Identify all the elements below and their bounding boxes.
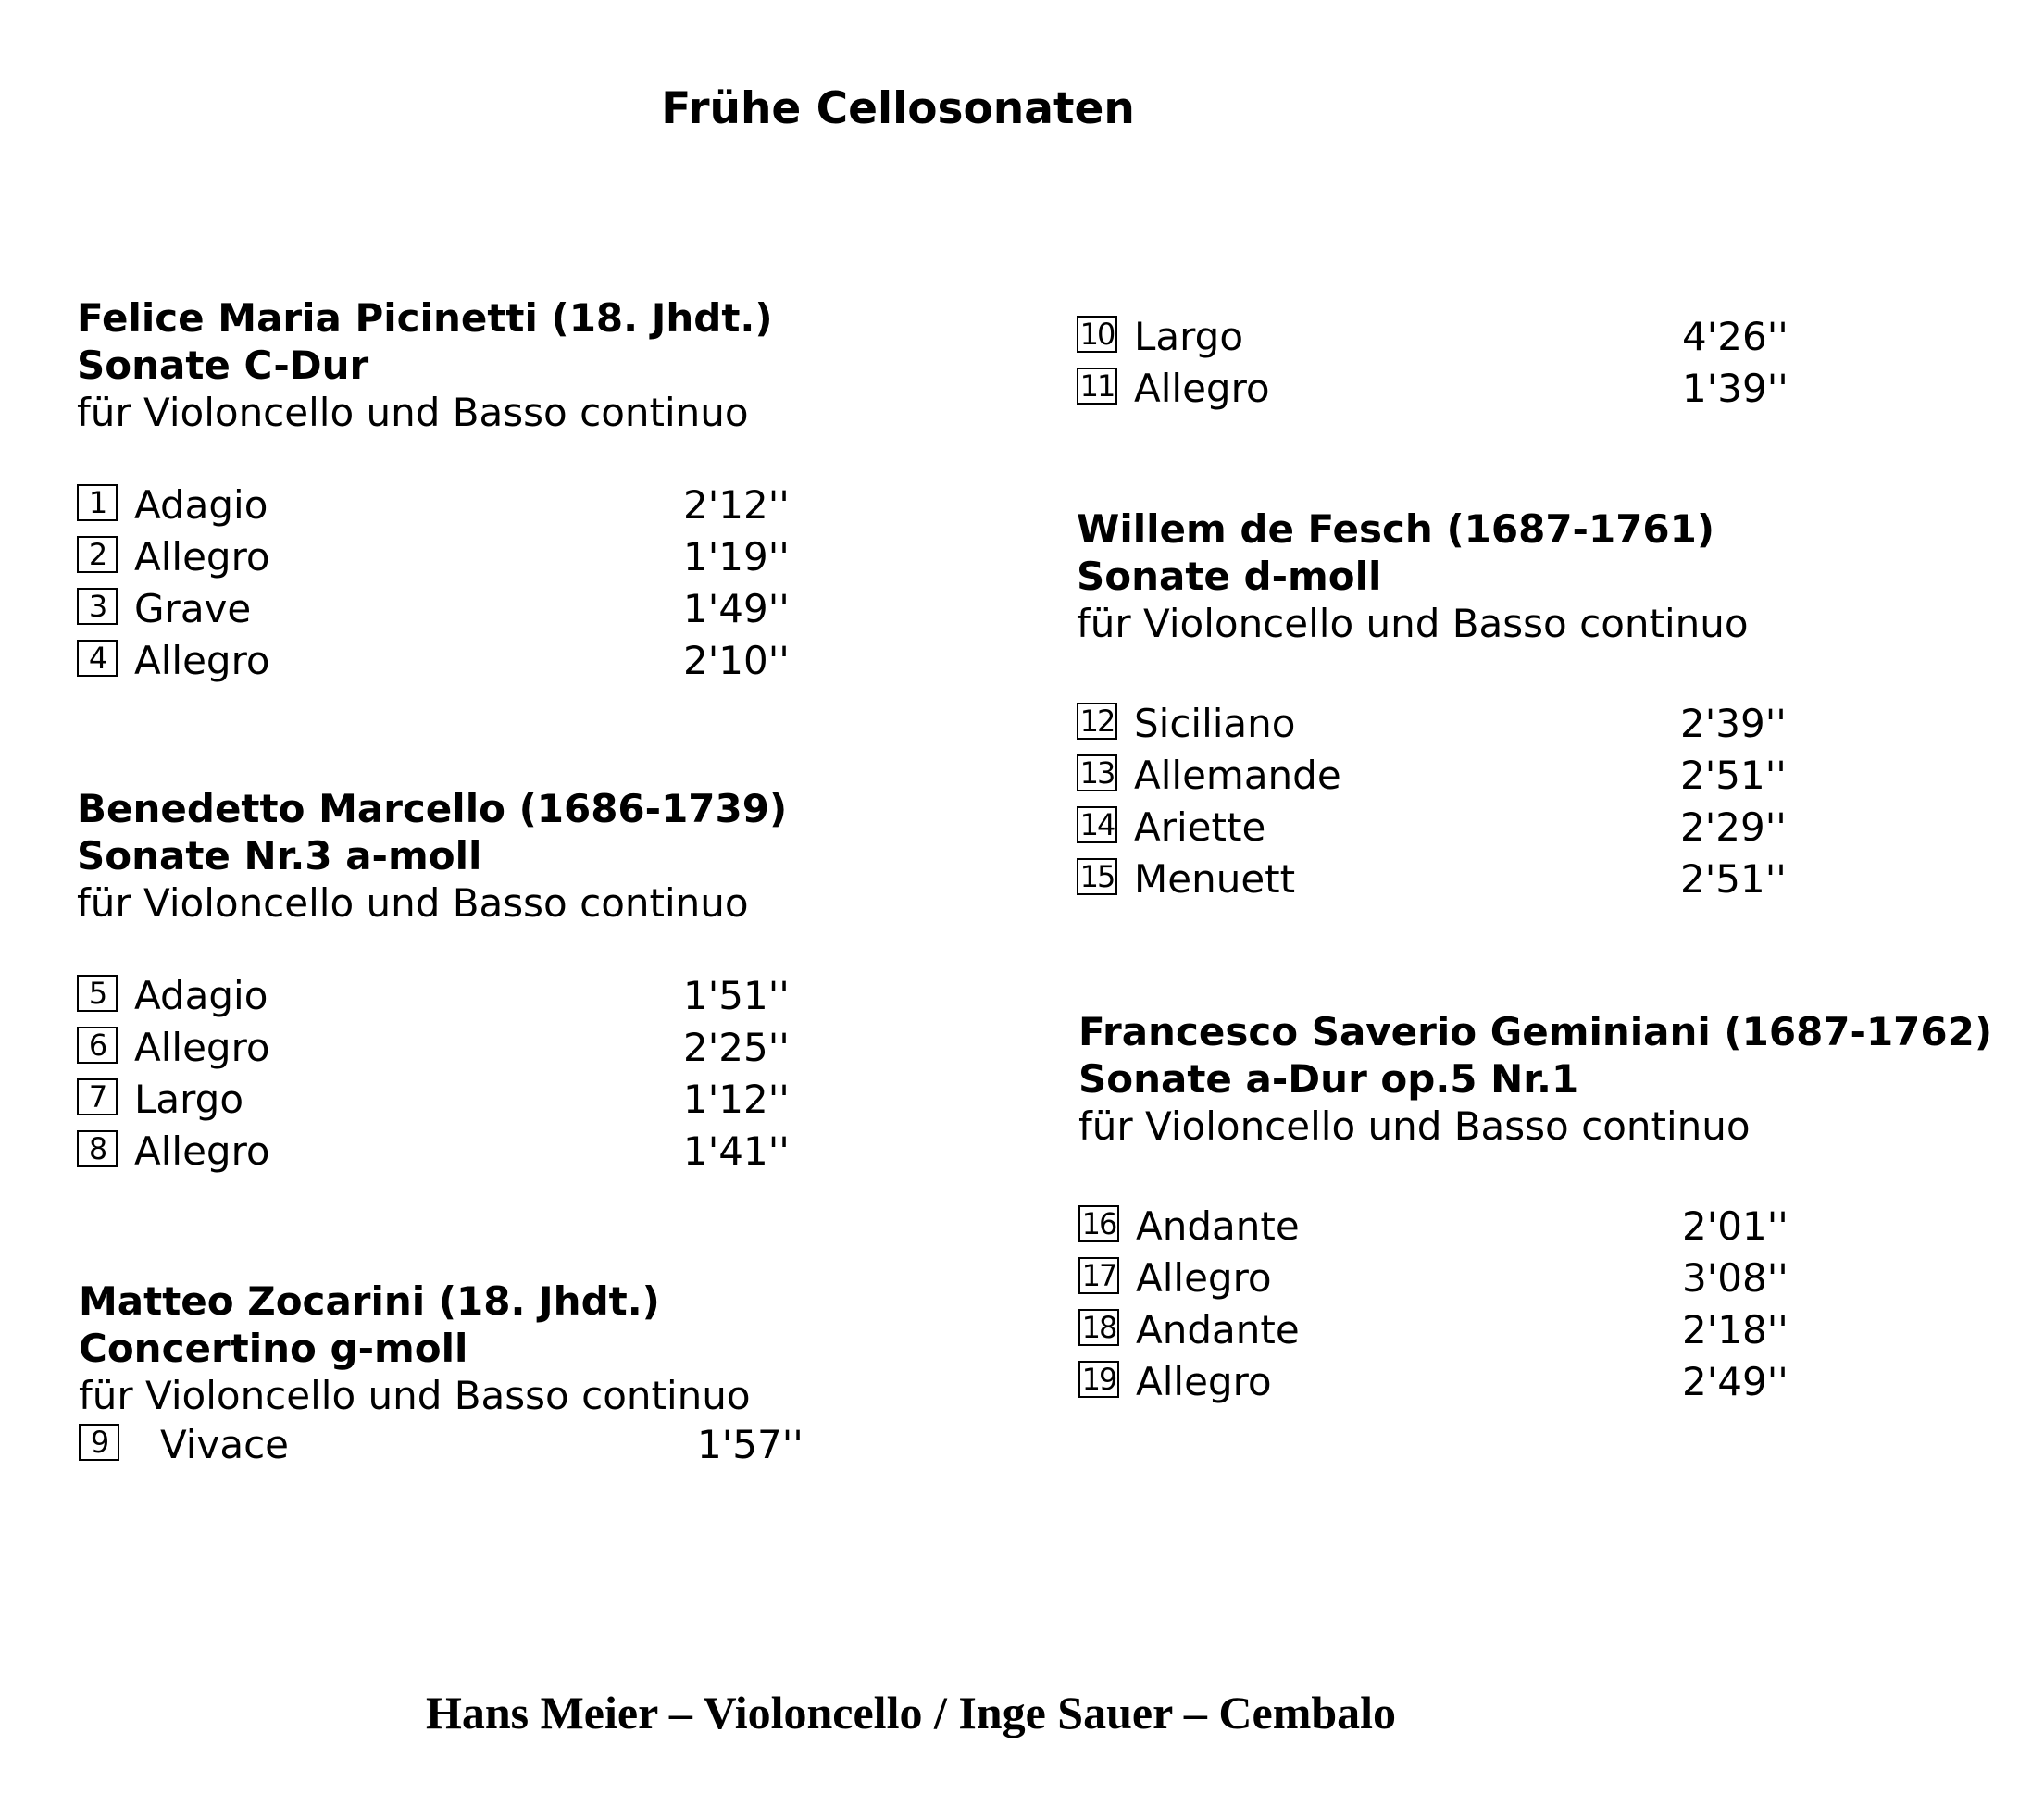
track-row [77,1074,790,1126]
track-list [1078,1201,1992,1408]
track-list [1077,698,1787,905]
track-number: 1 [77,484,118,521]
work-geminiani [1078,1008,1992,1408]
composer-name: Willem de Fesch (1687-1761) [1077,506,1715,552]
track-duration: 2'51'' [1680,753,1787,798]
track-row [77,1022,790,1074]
track-duration: 2'51'' [1680,856,1787,902]
track-name: Andante [1136,1203,1300,1249]
performers-credit: Hans Meier – Violoncello / Inge Sauer – Cembalo [425,1687,1397,1738]
track-number: 8 [77,1130,118,1167]
work-title: Sonate d-moll [1077,554,1382,599]
track-row [77,583,790,635]
track-row [79,1419,804,1471]
track-number: 9 [79,1424,119,1461]
track-duration: 1'57'' [697,1422,804,1467]
track-row [77,531,790,583]
track-row [1077,802,1787,854]
track-number: 12 [1077,703,1117,740]
track-number: 17 [1078,1257,1119,1294]
track-duration: 1'19'' [683,534,790,579]
track-row [77,480,790,531]
track-number: 7 [77,1078,118,1115]
composer-name: Matteo Zocarini (18. Jhdt.) [79,1278,660,1324]
track-row [1077,854,1787,905]
work-fesch [1077,505,1787,905]
work-title: Sonate a-Dur op.5 Nr.1 [1078,1056,1579,1102]
track-list [77,480,790,687]
track-duration: 4'26'' [1682,314,1788,359]
track-duration: 1'51'' [683,973,790,1018]
track-duration: 2'18'' [1682,1307,1788,1352]
track-name: Largo [134,1077,244,1122]
track-duration: 2'12'' [683,482,790,528]
composer-name: Felice Maria Picinetti (18. Jhdt.) [77,295,773,341]
work-instrumentation: für Violoncello und Basso continuo [1078,1103,1751,1149]
track-duration: 1'12'' [683,1077,790,1122]
track-duration: 1'49'' [683,586,790,631]
track-number: 18 [1078,1309,1119,1346]
track-row [1078,1252,1992,1304]
track-row [1078,1304,1992,1356]
track-list [79,1419,804,1471]
track-name: Largo [1134,314,1244,359]
track-name: Ariette [1134,804,1266,850]
track-name: Siciliano [1134,701,1296,746]
track-duration: 2'25'' [683,1025,790,1070]
track-duration: 2'39'' [1680,701,1787,746]
composer-name: Benedetto Marcello (1686-1739) [77,786,788,831]
track-name: Vivace [160,1422,290,1467]
track-row [1078,1201,1992,1252]
track-list [77,970,790,1178]
page-title: Frühe Cellosonaten [661,83,1135,134]
track-number: 10 [1077,316,1117,353]
track-number: 11 [1077,368,1117,405]
track-name: Adagio [134,973,268,1018]
track-number: 3 [77,588,118,625]
track-number: 4 [77,640,118,677]
track-number: 19 [1078,1361,1119,1398]
composer-name: Francesco Saverio Geminiani (1687-1762) [1078,1009,1993,1054]
track-number: 15 [1077,858,1117,895]
track-name: Allegro [1136,1359,1272,1404]
track-duration: 2'29'' [1680,804,1787,850]
work-marcello [77,785,790,1178]
track-row [1078,1356,1992,1408]
track-name: Allemande [1134,753,1341,798]
track-name: Grave [134,586,252,631]
work-title: Sonate C-Dur [77,343,369,388]
track-duration: 2'49'' [1682,1359,1788,1404]
track-name: Allegro [1136,1255,1272,1301]
work-title: Sonate Nr.3 a-moll [77,833,482,879]
track-name: Allegro [134,534,270,579]
track-number: 6 [77,1027,118,1064]
track-number: 2 [77,536,118,573]
track-row [77,1126,790,1178]
track-number: 5 [77,975,118,1012]
track-number: 13 [1077,754,1117,791]
track-name: Menuett [1134,856,1296,902]
track-row [1077,698,1787,750]
work-instrumentation: für Violoncello und Basso continuo [79,1373,751,1418]
track-duration: 1'39'' [1682,366,1788,411]
work-picinetti [77,294,790,687]
track-name: Adagio [134,482,268,528]
track-duration: 2'10'' [683,638,790,683]
work-instrumentation: für Violoncello und Basso continuo [1077,601,1749,646]
track-name: Allegro [134,1025,270,1070]
work-instrumentation: für Violoncello und Basso continuo [77,880,749,926]
track-duration: 1'41'' [683,1128,790,1174]
track-number: 16 [1078,1205,1119,1242]
work-title: Concertino g-moll [79,1326,468,1371]
track-row [1077,750,1787,802]
track-name: Allegro [134,1128,270,1174]
track-name: Andante [1136,1307,1300,1352]
track-name: Allegro [134,638,270,683]
track-row [77,635,790,687]
track-number: 14 [1077,806,1117,843]
track-row [77,970,790,1022]
track-name: Allegro [1134,366,1270,411]
track-duration: 3'08'' [1682,1255,1788,1301]
track-duration: 2'01'' [1682,1203,1788,1249]
work-instrumentation: für Violoncello und Basso continuo [77,390,749,435]
work-zocarini [79,1277,804,1471]
